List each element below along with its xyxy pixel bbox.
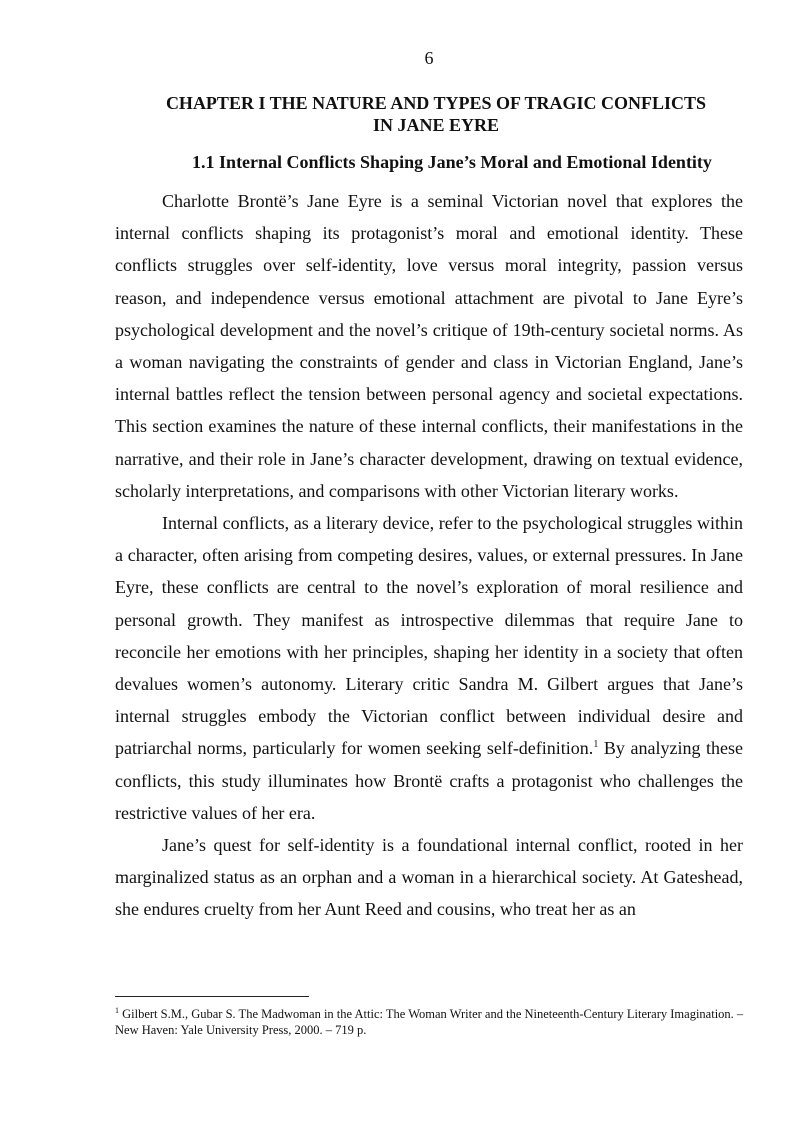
chapter-title-line-1: CHAPTER I THE NATURE AND TYPES OF TRAGIC CONFLICTS — [165, 93, 707, 113]
page-number: 6 — [424, 48, 434, 68]
chapter-title — [140, 92, 732, 136]
paragraph-2-continuation: By analyzing these conflicts, this study illuminates how Brontë crafts a protagonist who challenges the restrictive values of her era. — [115, 738, 744, 823]
footnote — [115, 1006, 745, 1038]
paragraph-1: Charlotte Brontë’s Jane Eyre is a seminal Victorian novel that explores the internal conflicts shaping its protagonist’s moral and emotional identity. These conflicts struggles over self-identity, love versus moral integrity, passion versus reason, and independence versus emotional attachment are pivotal to Jane Eyre’s psychological development and the novel’s critique of 19th-century societal norms. As a woman navigating the constraints of gender and class in Victorian England, Jane’s internal battles reflect the tension between personal agency and societal expectations. This section examines the nature of these internal conflicts, their manifestations in the narrative, and their role in Jane’s character development, drawing on textual evidence, scholarly interpretations, and comparisons with other Victorian literary works. — [115, 191, 743, 501]
paragraph-2-text: Internal conflicts, as a literary device, refer to the psychological struggles within a character, often arising from competing desires, values, or external pressures. In Jane Eyre, these conflicts are central to the novel’s exploration of moral resilience and personal growth. They manifest as introspective dilemmas that require Jane to reconcile her emotions with her principles, shaping her identity in a society that often devalues women’s autonomy. Literary critic Sandra M. Gilbert argues that Jane’s internal struggles embody the Victorian conflict between individual desire and patriarchal norms, particularly for women seeking self-definition. — [115, 513, 743, 759]
footnote-divider — [115, 996, 309, 997]
footnote-marker: 1 — [115, 1006, 119, 1015]
paragraph-3: Jane’s quest for self-identity is a foundational internal conflict, rooted in her marginalized status as an orphan and a woman in a hierarchical society. At Gateshead, she endures cruelty from her Aunt Reed and cousins, who treat her as an — [115, 835, 743, 920]
body-text — [115, 185, 743, 926]
paragraph-2 — [115, 507, 743, 829]
footnote-reference[interactable]: 1 — [593, 739, 599, 751]
footnote-text: Gilbert S.M., Gubar S. The Madwoman in the Attic: The Woman Writer and the Nineteenth-Century Literary Imagination. – New Haven: Yale University Press, 2000. – 719 p. — [115, 1007, 744, 1037]
section-title: 1.1 Internal Conflicts Shaping Jane’s Moral and Emotional Identity — [192, 152, 712, 172]
chapter-title-line-2: IN JANE EYRE — [372, 115, 500, 135]
